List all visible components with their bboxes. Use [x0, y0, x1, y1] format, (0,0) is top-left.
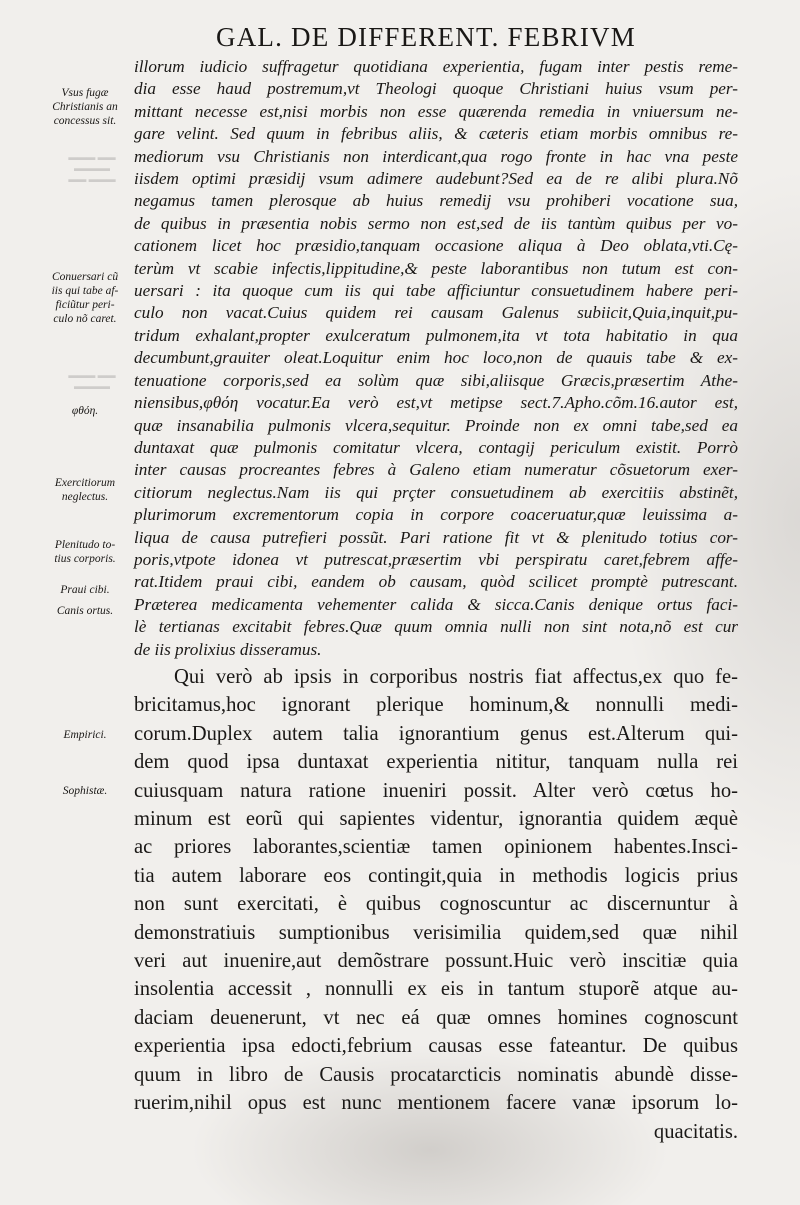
text-line: tridum exhalant,propter exulceratum pulmonem,ita vt tota habitatio in qua: [134, 325, 738, 345]
text-line: mittant necesse est,nisi morbis non esse quærenda remedia in vniuersum ne-: [134, 101, 738, 121]
text-line: Qui verò ab ipsis in corporibus nostris fiat affectus,ex quo fe-: [174, 666, 738, 688]
text-line: cationem licet hoc præsidio,tanquam occasione aliqua à Deo oblata,vti.Cę-: [134, 236, 738, 256]
text-line: de quibus in præsentia nobis sermo non est,sed de iis tantùm quibus per vo-: [134, 213, 738, 233]
text-line: decumbunt,grauiter oleat.Loquitur enim hoc loco,non de quauis tabe & ex-: [134, 348, 738, 368]
text-line: veri aut inuenire,aut demõstrare possunt.Huic verò inscitiæ quia: [134, 950, 738, 973]
text-line: non sunt exercitati, è quibus cognoscuntur ac discernuntur à: [134, 893, 738, 916]
text-line: de iis prolixius disseramus.: [134, 639, 322, 659]
text-line: ruerim,nihil opus est nunc mentionem facere vanæ ipsorum lo-: [134, 1092, 738, 1115]
text-line: lè tertianas excitabit febres.Quæ quum omnia nulli non sint nota,nõ est cur: [134, 617, 738, 637]
text-line: tia autem laborare eos contingit,quia in methodis logicis prius: [134, 864, 738, 887]
text-line: insolentia accessit , nonnulli ex eis in tantum stuporẽ atque au-: [134, 978, 738, 1001]
margin-note-sophistae: Sophistæ.: [62, 785, 108, 797]
body-paragraph-1: [134, 56, 738, 661]
text-line: bricitamus,hoc ignorant plerique hominum,& nonnulli medi-: [134, 694, 738, 717]
text-line: minum est eorũ qui sapientes videntur, ignorantia quidem æquè: [134, 808, 738, 831]
text-line: quum in libro de Causis procatarcticis nominatis abundè disse-: [134, 1063, 738, 1086]
bleed-through-mark: ▬▬▬ ▬▬ ▬▬▬▬ ▬▬ ▬▬▬: [68, 152, 116, 184]
text-line: poris,vtpote idonea vt putrescat,præsertim vbi perspiratu caret,febrem affe-: [134, 549, 738, 569]
margin-note-conuersari: Conuersari cũ iis qui tabe af- ficiũtur peri- culo nõ caret.: [51, 271, 119, 325]
margin-note-canis-ortus: Canis ortus.: [56, 605, 114, 617]
text-line: plurimorum excrementorum copia in corpore coaceruatur,quæ leuissima a-: [134, 505, 738, 525]
text-line: cuiusquam natura ratione inueniri possit. Alter verò cœtus ho-: [134, 779, 738, 802]
bleed-through-mark: ▬▬▬ ▬▬ ▬▬▬▬: [68, 370, 116, 391]
text-line: illorum iudicio suffragetur quotidiana experientia, fugam inter pestis reme-: [134, 57, 738, 76]
text-line: rat.Itidem praui cibi, eandem ob causam, quòd scilicet promptè putrescant.: [134, 572, 738, 592]
text-line: experientia ipsa edocti,febrium causas esse fateantur. De quibus: [134, 1035, 738, 1058]
text-line: demonstratiuis sumptionibus verisimilia quidem,sed quæ nihil: [134, 921, 738, 944]
text-line: ac priores laborantes,scientiæ tamen opinionem habentes.Insci-: [134, 836, 738, 859]
text-line: negamus tamen plerosque ab huius remedij vsu prohiberi vocatione sua,: [134, 191, 738, 211]
text-line: culo non vacat.Cuius quidem rei causam Galenus subiicit,Quia,inquit,pu-: [134, 303, 738, 323]
margin-note-usus-fugae: Vsus fugæ Christianis an concessus sit.: [52, 87, 118, 127]
text-line: daciam deuenerunt, vt nec eá quæ omnes homines cognoscunt: [134, 1006, 738, 1029]
text-line: tenuatione corporis,sed ea solùm quæ sibi,aliisque Græcis,præsertim Athe-: [134, 370, 738, 390]
text-line: gare velint. Sed quum in febribus aliis, & cæteris etiam morbis omnibus re-: [134, 124, 738, 144]
running-header: GAL. DE DIFFERENT. FEBRIVM: [216, 22, 636, 52]
margin-note-plenitudo: Plenitudo to- tius corporis.: [54, 539, 116, 565]
text-line: niensibus,φθόη vocatur.Ea verò est,vt metipse sect.7.Apho.cõm.16.autor est,: [134, 393, 738, 413]
body-paragraph-2: [134, 663, 738, 1146]
text-line: mediorum vsu Christianis non interdicant,qua rogo fronte in hac vna peste: [134, 146, 738, 166]
text-line: iisdem optimi præsidij vsum adimere audebunt?Sed ea de re alibi plura.Nõ: [134, 169, 738, 189]
text-line: uersari : ita quoque cum iis qui tabe afficiuntur consuetudinem habere peri-: [134, 281, 738, 301]
margin-note-exercitiorum: Exercitiorum neglectus.: [54, 477, 116, 503]
text-line: citiorum neglectus.Nam iis qui prçter consuetudinem ab exercitiis abstinẽt,: [134, 482, 738, 502]
text-line: inter causas procreantes febres à Galeno etiam numeratur cõsuetorum exer-: [134, 460, 738, 480]
text-line: quæ insanabilia pulmonis vlcera,sequitur. Proinde non ex omni tabe,sed ea: [134, 415, 738, 435]
text-line: liqua de causa putrefieri possũt. Pari ratione fit vt & plenitudo totius cor-: [134, 527, 738, 547]
text-line: dia esse haud postremum,vt Theologi quoque Christiani huius vsum per-: [134, 79, 738, 99]
margin-note-empirici: Empirici.: [63, 729, 107, 741]
text-line: corum.Duplex autem talia ignorantium genus est.Alterum qui-: [134, 722, 738, 745]
text-line: duntaxat quæ pulmonis comitatur vlcera, contagij periculum existit. Porrò: [134, 437, 738, 457]
margin-note-phthoe: φθόη.: [71, 405, 99, 417]
text-line: Præterea medicamenta vehementer calida & sicca.Canis denique ortus faci-: [134, 594, 738, 614]
text-line: terùm vt scabie infectis,lippitudine,& peste laborantibus non tutum est con-: [134, 258, 738, 278]
margin-note-praui-cibi: Praui cibi.: [60, 584, 110, 596]
text-line: quacitatis.: [653, 1120, 738, 1143]
text-line: dem quod ipsa duntaxat experientia nititur, tanquam nulla rei: [134, 751, 738, 774]
